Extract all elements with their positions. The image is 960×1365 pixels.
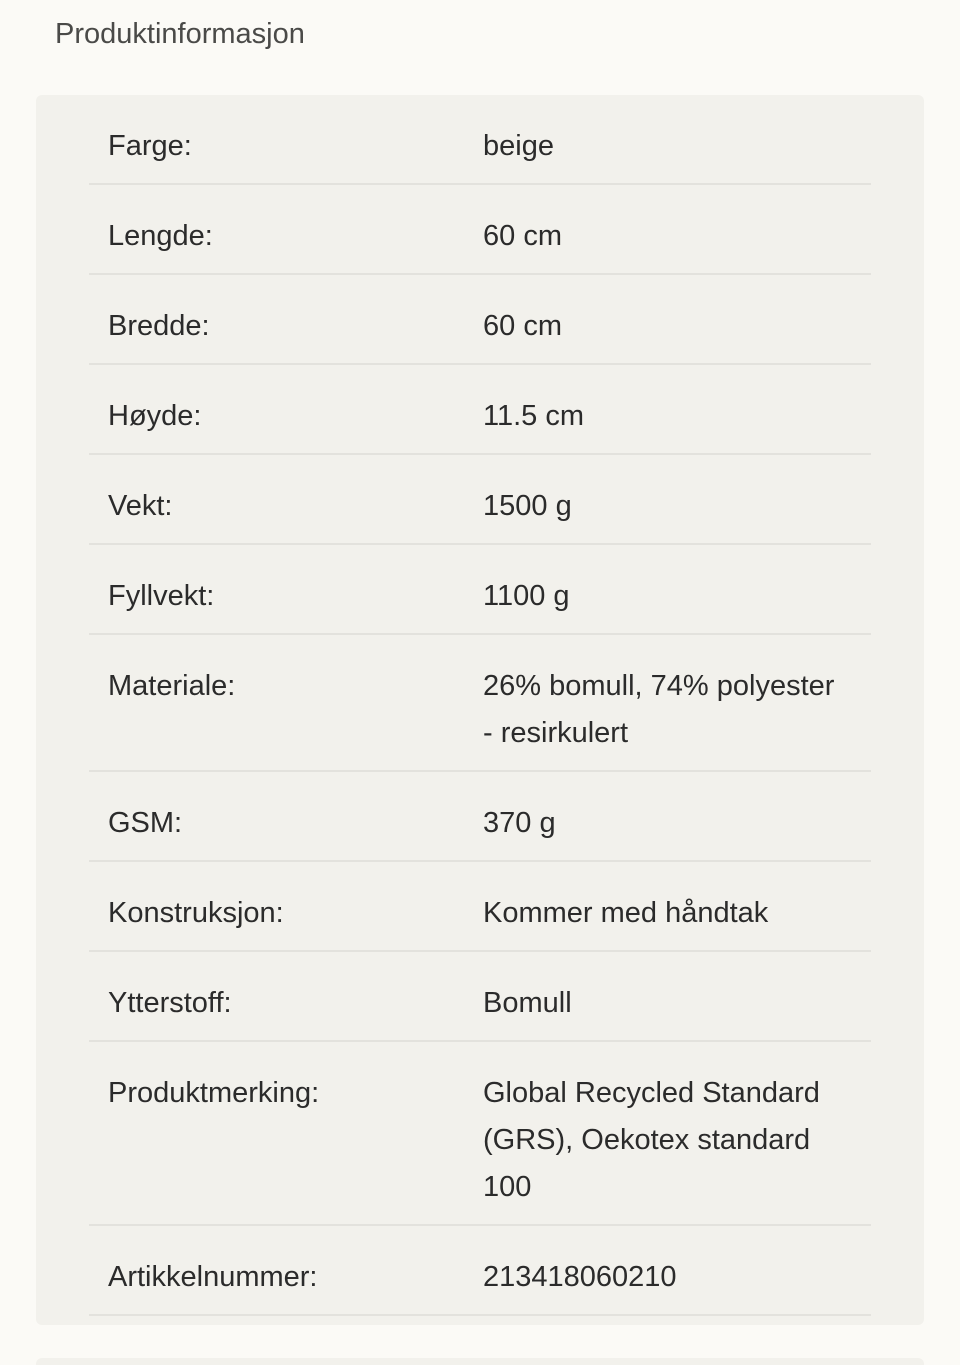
spec-label: Farge: [108,130,192,162]
spec-value: beige [483,130,554,162]
spec-value: Kommer med håndtak [483,897,769,929]
spec-row-vekt [89,454,871,544]
spec-row-konstruksjon [89,861,871,951]
spec-row-materiale [89,634,871,771]
spec-value: 60 cm [483,220,562,252]
spec-label: Ytterstoff: [108,987,232,1019]
spec-label: Artikkelnummer: [108,1261,318,1293]
spec-row-bredde [89,274,871,364]
spec-row-gsm [89,771,871,861]
spec-label: Konstruksjon: [108,897,284,929]
spec-value: 370 g [483,807,556,839]
section-title: Produktinformasjon [55,18,305,50]
spec-value: Global Recycled Standard (GRS), Oekotex standard 100 [483,1077,820,1203]
spec-row-produktmerking [89,1041,871,1225]
spec-value: 213418060210 [483,1261,677,1293]
spec-label: GSM: [108,807,183,839]
next-section-edge [36,1358,924,1365]
spec-label: Vekt: [108,490,173,522]
spec-value: Bomull [483,987,572,1019]
spec-label: Bredde: [108,310,210,342]
spec-row-fyllvekt [89,544,871,634]
spec-row-hoyde [89,364,871,454]
spec-label: Fyllvekt: [108,580,215,612]
spec-label: Produktmerking: [108,1077,320,1109]
spec-value: 11.5 cm [483,400,585,432]
spec-row-artikkelnummer [89,1225,871,1315]
spec-value: 1100 g [483,580,570,612]
spec-value: 1500 g [483,490,572,522]
spec-value: 26% bomull, 74% polyester - resirkulert [483,670,835,749]
spec-row-lengde [89,184,871,274]
spec-table [89,95,871,1316]
spec-value: 60 cm [483,310,562,342]
spec-label: Materiale: [108,670,236,702]
spec-label: Høyde: [108,400,202,432]
product-info-card [36,95,924,1325]
spec-label: Lengde: [108,220,213,252]
spec-row-ytterstoff [89,951,871,1041]
spec-row-farge [89,95,871,184]
